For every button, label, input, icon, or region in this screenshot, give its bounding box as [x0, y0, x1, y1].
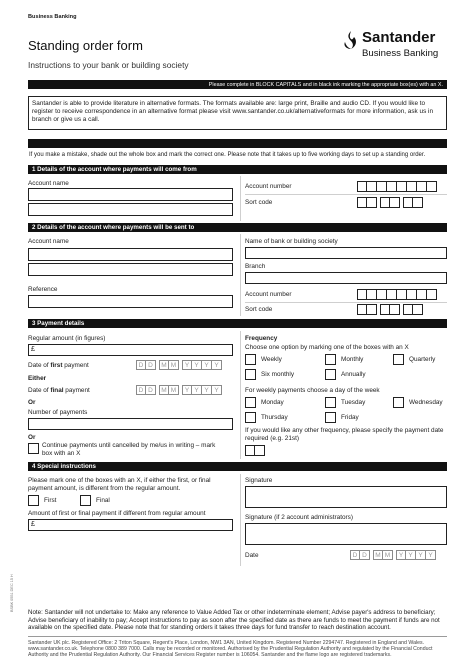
alt-formats-text: Santander is able to provide literature in alternative formats. The formats available are: large print, Braille and audio CD. If you would like to register to receive correspondence in an alternative format please visit www.santander.co.uk/alternativeformats for more information, ask us in branch or give us a call. [32, 100, 434, 123]
date-cell[interactable]: D [350, 550, 360, 560]
s1-account-name-label: Account name [28, 180, 69, 187]
mark-one-label: Please mark one of the boxes with an X, if either the first, or final payment amount, is different from the regular amount. [28, 477, 211, 492]
signature-label: Signature [245, 477, 273, 484]
monday-checkbox[interactable] [245, 397, 256, 408]
footer-note: Note: Santander will not undertake to: Make any reference to Value Added Tax or other indeterminate element; Advise payer's address to beneficiary; Advise beneficiary of inability to pay; Accept instructions to pay as soon after the specified date as there are funds to meet the payment if funds are not available on the specified date. Please note that for standing orders it takes three days for fund transfer to reach destination account. [28, 609, 440, 632]
weekly-label: Weekly [261, 356, 282, 363]
side-code: BSBK 0551 DEC 15 H [10, 574, 14, 612]
date-cell[interactable]: D [146, 360, 156, 370]
signature-input[interactable] [245, 486, 447, 508]
flame-icon [342, 30, 360, 50]
section2-heading: 2 Details of the account where payments will be sent to [28, 223, 447, 232]
s1-divider [240, 176, 241, 221]
divider-bar [28, 139, 447, 148]
date-cell[interactable]: Y [192, 385, 202, 395]
s2-reference-input[interactable] [28, 295, 233, 308]
monthly-checkbox[interactable] [325, 354, 336, 365]
thursday-checkbox[interactable] [245, 412, 256, 423]
alt-formats-box [28, 96, 447, 130]
date-cell[interactable]: D [136, 360, 146, 370]
friday-checkbox[interactable] [325, 412, 336, 423]
s1-account-number-cells[interactable] [357, 181, 437, 192]
quarterly-label: Quarterly [409, 356, 436, 363]
page-subtitle: Instructions to your bank or building society [28, 60, 189, 70]
s1-account-name-input[interactable] [28, 188, 233, 201]
choose-one-label: Choose one option by marking one of the boxes with an X [245, 344, 409, 351]
date-cell[interactable]: M [159, 385, 169, 395]
date-cell[interactable]: Y [396, 550, 406, 560]
annually-checkbox[interactable] [325, 369, 336, 380]
date-cell[interactable]: Y [182, 360, 192, 370]
s2-bank-name-label: Name of bank or building society [245, 238, 338, 245]
date-cell[interactable]: D [146, 385, 156, 395]
page-title: Standing order form [28, 38, 143, 53]
continue-payments-label: Continue payments until cancelled by me/us in writing – mark box with an X [42, 442, 216, 457]
date-cell[interactable]: Y [212, 360, 222, 370]
s1-row-rule [245, 194, 447, 195]
section4-heading: 4 Special instructions [28, 462, 447, 471]
s1-sort-code-cells[interactable] [357, 197, 423, 208]
regular-amount-label: Regular amount (in figures) [28, 335, 106, 342]
date-cell[interactable]: Y [426, 550, 436, 560]
footer-rule [28, 636, 447, 637]
continue-payments-checkbox[interactable] [28, 443, 39, 454]
date-cell[interactable]: Y [192, 360, 202, 370]
currency-symbol: £ [31, 346, 35, 353]
s1-account-number-label: Account number [245, 183, 292, 190]
date-cell[interactable]: Y [182, 385, 192, 395]
either-label: Either [28, 375, 47, 382]
logo-name: Santander [362, 29, 436, 46]
date-cell[interactable]: M [373, 550, 383, 560]
first-label: First [44, 497, 57, 504]
annually-label: Annually [341, 371, 366, 378]
number-of-payments-label: Number of payments [28, 409, 88, 416]
s3-divider [240, 331, 241, 459]
first-payment-label: Date of first payment [28, 362, 89, 369]
date-cell[interactable]: M [169, 385, 179, 395]
s1-account-name-input-2[interactable] [28, 203, 233, 216]
date-cell[interactable]: Y [202, 360, 212, 370]
section1-heading: 1 Details of the account where payments will come from [28, 165, 447, 174]
date-label: Date [245, 552, 259, 559]
date-cell[interactable]: M [159, 360, 169, 370]
s2-sort-code-cells[interactable] [357, 304, 423, 315]
final-label: Final [96, 497, 110, 504]
final-payment-date-cells[interactable] [136, 385, 222, 395]
six-monthly-label: Six monthly [261, 371, 295, 378]
s2-row-rule [245, 302, 447, 303]
mistake-note: If you make a mistake, shade out the whole box and mark the correct one. Please note that it takes up to five working days to set up a standing order. [29, 152, 426, 158]
monday-label: Monday [261, 399, 284, 406]
instructions-bar [28, 80, 447, 89]
six-monthly-checkbox[interactable] [245, 369, 256, 380]
amount-diff-label: Amount of first or final payment if different from regular amount [28, 510, 206, 517]
s4-divider [240, 474, 241, 566]
or-label-1: Or [28, 399, 36, 406]
final-payment-label: Date of final payment [28, 387, 90, 394]
date-cell[interactable]: M [383, 550, 393, 560]
date-cell[interactable]: Y [406, 550, 416, 560]
s2-account-name-label: Account name [28, 238, 69, 245]
friday-label: Friday [341, 414, 359, 421]
first-payment-date-cells[interactable] [136, 360, 222, 370]
other-frequency-cells[interactable] [245, 445, 265, 456]
monthly-label: Monthly [341, 356, 364, 363]
weekly-checkbox[interactable] [245, 354, 256, 365]
s2-divider [240, 234, 241, 316]
s2-branch-label: Branch [245, 263, 266, 270]
weekly-day-prompt: For weekly payments choose a day of the week [245, 387, 380, 394]
s2-bank-name-input[interactable] [245, 247, 447, 259]
regular-amount-input[interactable] [28, 344, 233, 356]
s2-account-number-label: Account number [245, 291, 292, 298]
date-cell[interactable]: D [136, 385, 146, 395]
s2-account-number-cells[interactable] [357, 289, 437, 300]
date-cell[interactable]: M [169, 360, 179, 370]
first-checkbox[interactable] [28, 495, 39, 506]
section3-heading: 3 Payment details [28, 319, 447, 328]
date-cell[interactable]: Y [212, 385, 222, 395]
amount-diff-input[interactable] [28, 519, 233, 531]
s2-reference-label: Reference [28, 286, 58, 293]
s1-sort-code-label: Sort code [245, 199, 273, 206]
date-cell[interactable]: Y [202, 385, 212, 395]
wednesday-label: Wednesday [409, 399, 443, 406]
instructions-text: Please complete in BLOCK CAPITALS and in black ink marking the appropriate box(es) with an X. [208, 82, 443, 88]
wednesday-checkbox[interactable] [393, 397, 404, 408]
frequency-label: Frequency [245, 335, 278, 342]
s2-branch-input[interactable] [245, 272, 447, 284]
quarterly-checkbox[interactable] [393, 354, 404, 365]
tuesday-label: Tuesday [341, 399, 366, 406]
tuesday-checkbox[interactable] [325, 397, 336, 408]
date-cell[interactable]: Y [416, 550, 426, 560]
logo-subtitle: Business Banking [362, 48, 439, 59]
date-cell[interactable]: D [360, 550, 370, 560]
s2-sort-code-label: Sort code [245, 306, 273, 313]
number-of-payments-input[interactable] [28, 418, 233, 430]
thursday-label: Thursday [261, 414, 288, 421]
s2-account-name-input-2[interactable] [28, 263, 233, 276]
s2-account-name-input[interactable] [28, 248, 233, 261]
currency-symbol-2: £ [31, 521, 35, 528]
signature-date-cells[interactable] [350, 550, 436, 560]
signature2-input[interactable] [245, 523, 447, 545]
legal-text: Santander UK plc. Registered Office: 2 Triton Square, Regent's Place, London, NW1 3AN, United Kingdom. Registered Number 2294747. Registered in England and Wales. www.santander.co.uk. Telephone 0800 389 7000. Calls may be recorded or monitored. Authorised by the Prudential Regulation Authority and regulated by the Financial Conduct Authority and the Prudential Regulation Authority. Our Financial Services Register number is 106054. Santander and the flame logo are registered trademarks. [28, 640, 433, 658]
brand-top-label: Business Banking [28, 14, 77, 20]
or-label-2: Or [28, 434, 36, 441]
final-checkbox[interactable] [80, 495, 91, 506]
signature2-label: Signature (if 2 account administrators) [245, 514, 353, 521]
other-frequency-label: If you would like any other frequency, please specify the payment date required (e.g. 21st) [245, 427, 444, 442]
